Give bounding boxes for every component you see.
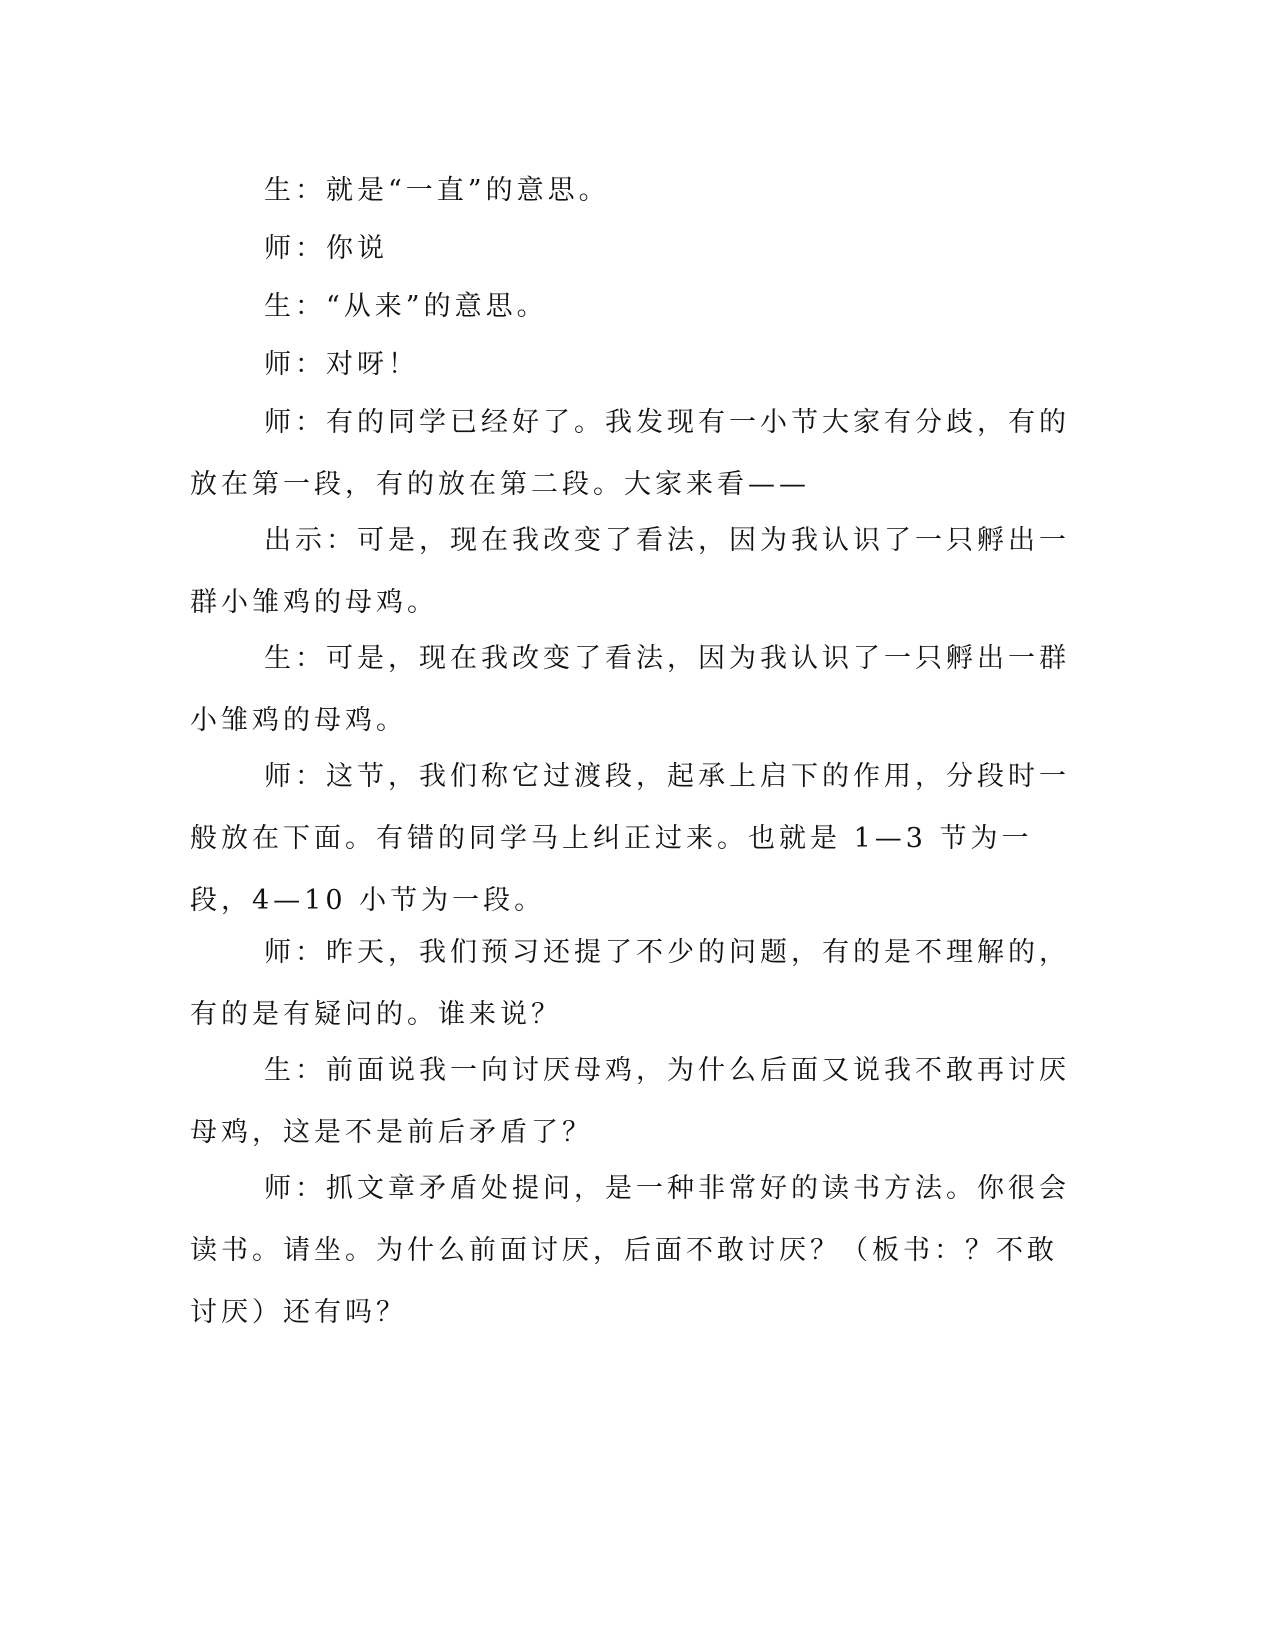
paragraph-student-reply-1: 生：就是“一直”的意思。: [264, 175, 610, 206]
paragraph-teacher-prompt: 师：你说: [264, 233, 388, 264]
paragraph-teacher-transition: 师：这节，我们称它过渡段，起承上启下的作用，分段时一般放在下面。有错的同学马上纠正过来。也就是 1—3 节为一段，4—10 小节为一段。: [190, 761, 1070, 916]
paragraph-teacher-questions: 师：昨天，我们预习还提了不少的问题，有的是不理解的，有的是有疑问的。谁来说？: [190, 937, 1070, 1030]
paragraph-teacher-praise: 师：抓文章矛盾处提问，是一种非常好的读书方法。你很会读书。请坐。为什么前面讨厌，后面不敢讨厌？（板书：？不敢讨厌）还有吗？: [190, 1173, 1070, 1328]
paragraph-student-reading: 生：可是，现在我改变了看法，因为我认识了一只孵出一群小雏鸡的母鸡。: [190, 643, 1070, 736]
paragraph-teacher-division: 师：有的同学已经好了。我发现有一小节大家有分歧，有的放在第一段，有的放在第二段。大家来看——: [190, 407, 1070, 500]
paragraph-student-question: 生：前面说我一向讨厌母鸡，为什么后面又说我不敢再讨厌母鸡，这是不是前后矛盾了？: [190, 1055, 1070, 1148]
paragraph-student-reply-2: 生：“从来”的意思。: [264, 291, 548, 322]
paragraph-teacher-confirm: 师：对呀！: [264, 349, 419, 380]
paragraph-display-text: 出示：可是，现在我改变了看法，因为我认识了一只孵出一群小雏鸡的母鸡。: [190, 525, 1070, 618]
